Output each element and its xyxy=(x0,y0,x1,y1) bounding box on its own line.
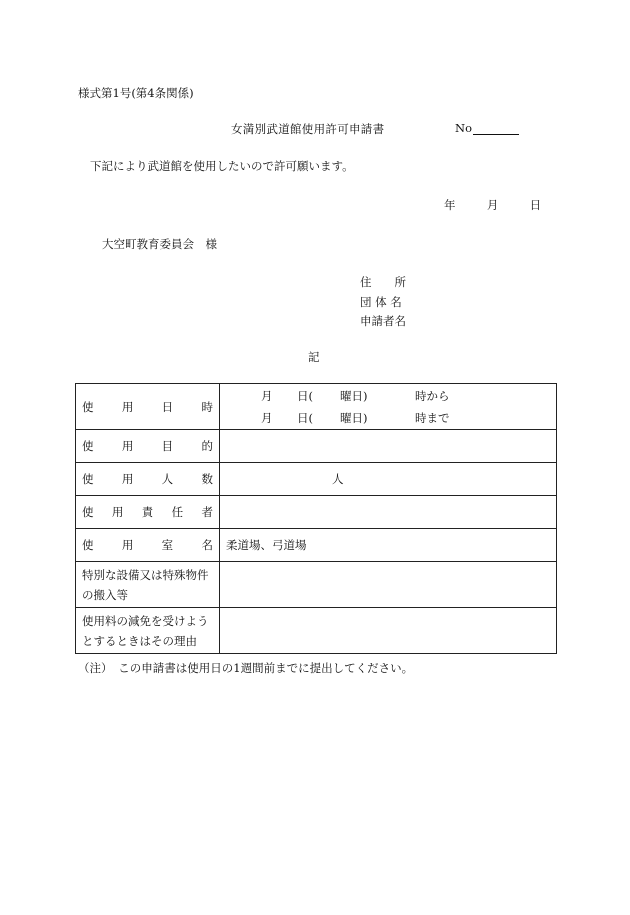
document-number-field[interactable] xyxy=(473,123,519,135)
label-char: 的 xyxy=(201,439,213,453)
row-manager xyxy=(76,496,557,529)
label-char: 使 xyxy=(82,505,94,519)
application-date xyxy=(444,197,541,213)
request-statement: 下記により武道館を使用したいので許可願います。 xyxy=(90,159,354,173)
start-month: 月 xyxy=(261,388,273,403)
row-purpose xyxy=(76,430,557,463)
label-char: 名 xyxy=(201,538,213,552)
reduction-field[interactable] xyxy=(220,608,557,654)
label-room xyxy=(76,529,220,562)
label-line: 使用料の減免を受けよう xyxy=(82,613,209,628)
label-persons xyxy=(76,463,220,496)
label-char: 使 xyxy=(82,538,94,552)
usage-end-row xyxy=(226,407,550,429)
persons-field[interactable]: 人 xyxy=(220,463,557,496)
label-char: 使 xyxy=(82,439,94,453)
label-line: 特別な設備又は特殊物件 xyxy=(82,567,209,582)
start-weekday: 曜日) xyxy=(340,388,368,403)
label-manager xyxy=(76,496,220,529)
usage-start-row xyxy=(226,385,550,407)
label-char: 用 xyxy=(121,399,134,414)
label-char: 使 xyxy=(82,472,94,486)
applicant-group-label: 団 体 名 xyxy=(360,294,402,309)
date-day: 日 xyxy=(529,198,542,212)
applicant-name-label: 申請者名 xyxy=(360,314,406,328)
purpose-field[interactable] xyxy=(220,430,557,463)
label-char: 室 xyxy=(161,538,174,552)
start-day: 日( xyxy=(297,388,313,403)
label-char: 者 xyxy=(201,505,213,519)
footnote: （注） この申請書は使用日の1週間前までに提出してください。 xyxy=(78,661,414,675)
form-number: 様式第1号(第4条関係) xyxy=(78,86,194,100)
end-month: 月 xyxy=(261,410,273,425)
start-time: 時から xyxy=(415,388,450,403)
label-char: 数 xyxy=(201,472,213,486)
label-char: 責 xyxy=(141,505,154,519)
label-line: の搬入等 xyxy=(82,587,128,602)
label-usage-datetime xyxy=(76,384,220,430)
label-purpose xyxy=(76,430,220,463)
document-number-label: No xyxy=(455,121,472,135)
label-char: 使 xyxy=(82,399,94,414)
label-char: 用 xyxy=(121,472,134,486)
room-field[interactable]: 柔道場、弓道場 xyxy=(220,529,557,562)
row-reduction xyxy=(76,608,557,654)
label-reduction xyxy=(76,608,220,654)
label-line: とするときはその理由 xyxy=(82,633,197,648)
row-room xyxy=(76,529,557,562)
applicant-block xyxy=(360,273,406,332)
date-year: 年 xyxy=(444,198,456,212)
label-char: 任 xyxy=(171,505,184,519)
end-day: 日( xyxy=(297,410,313,425)
applicant-address-label: 住 所 xyxy=(360,275,406,289)
end-time: 時まで xyxy=(415,410,450,425)
label-equipment xyxy=(76,562,220,608)
label-char: 用 xyxy=(121,439,134,453)
document-title: 女満別武道館使用許可申請書 xyxy=(231,122,385,136)
row-persons xyxy=(76,463,557,496)
usage-datetime-field[interactable] xyxy=(220,384,557,430)
addressee: 大空町教育委員会 様 xyxy=(102,237,217,251)
label-char: 日 xyxy=(161,399,174,414)
ki-heading: 記 xyxy=(308,350,320,364)
label-char: 用 xyxy=(111,505,124,519)
label-char: 用 xyxy=(121,538,134,552)
row-equipment xyxy=(76,562,557,608)
document-number xyxy=(455,121,519,135)
row-usage-datetime xyxy=(76,384,557,430)
label-char: 目 xyxy=(161,439,174,453)
manager-field[interactable] xyxy=(220,496,557,529)
date-month: 月 xyxy=(486,198,499,212)
label-char: 人 xyxy=(161,472,174,486)
equipment-field[interactable] xyxy=(220,562,557,608)
label-char: 時 xyxy=(201,399,213,414)
end-weekday: 曜日) xyxy=(340,410,368,425)
application-table xyxy=(75,383,557,654)
